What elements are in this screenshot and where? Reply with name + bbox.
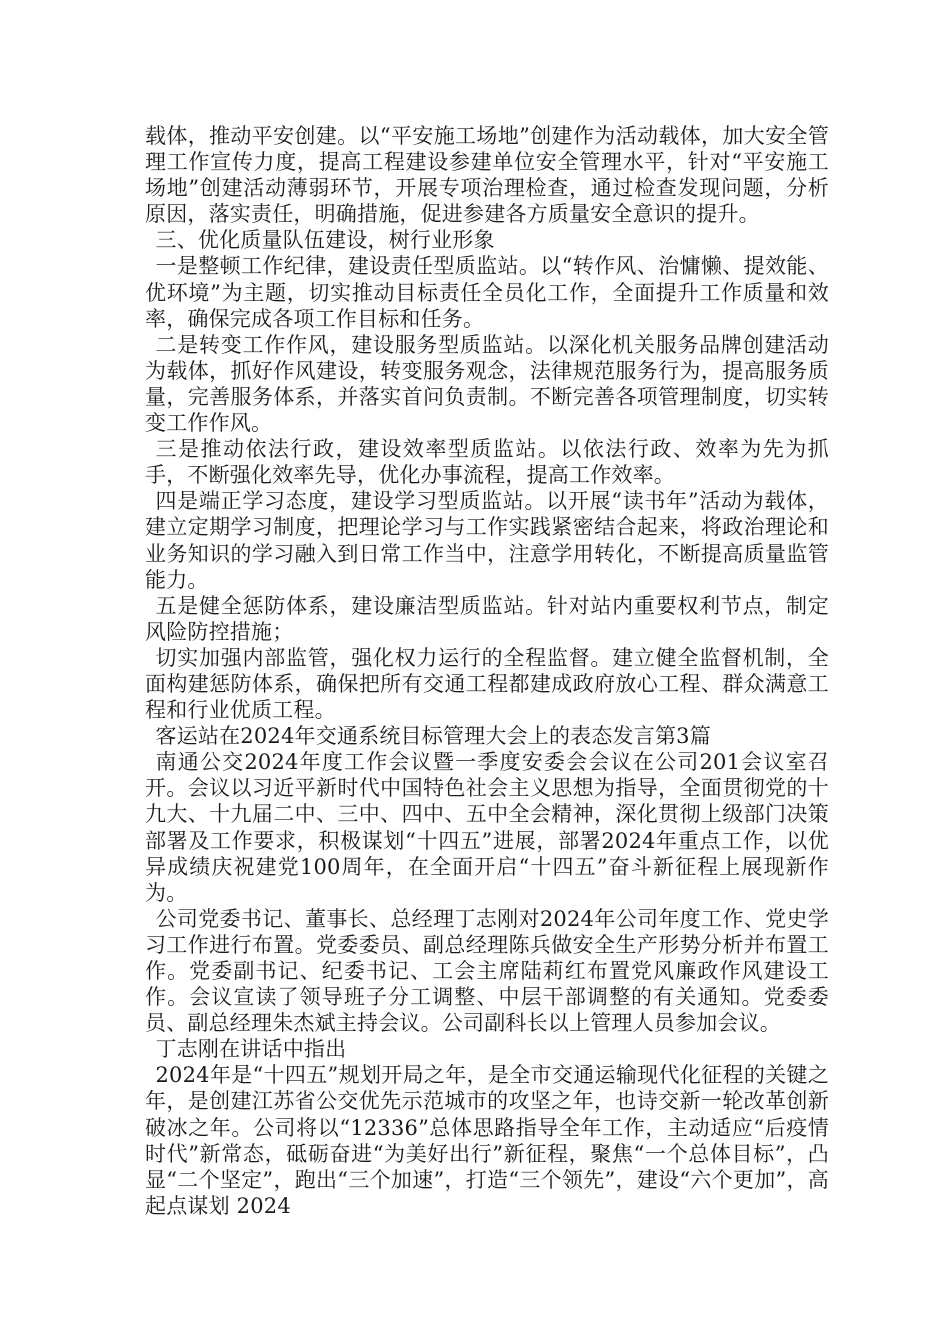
paragraph-meeting-overview: 南通公交2024年度工作会议暨一季度安委会会议在公司201会议室召开。会议以习近平新时代中国特色社会主义思想为指导，全面贯彻党的十九大、十九届二中、三中、四中、五中全会精神，深化贯彻上级部门决策部署及工作要求，积极谋划“十四五”进展，部署2024年重点工作，以优异成绩庆祝建党100周年，在全面开启“十四五”奋斗新征程上展现新作为。 (145, 750, 829, 905)
paragraph-learning-station: 四是端正学习态度，建设学习型质监站。以开展“读书年”活动为载体，建立定期学习制度，把理论学习与工作实践紧密结合起来，将政治理论和业务知识的学习融入到日常工作当中，注意学用转化，不断提高质量监管能力。 (145, 489, 829, 592)
paragraph-efficiency-station: 三是推动依法行政，建设效率型质监站。以依法行政、效率为先为抓手，不断强化效率先导，优化办事流程，提高工作效率。 (145, 437, 829, 488)
document-body (145, 123, 829, 1219)
paragraph-responsibility-station: 一是整顿工作纪律，建设责任型质监站。以“转作风、治慵懒、提效能、优环境”为主题，切实推动目标责任全员化工作，全面提升工作质量和效率，确保完成各项工作目标和任务。 (145, 254, 829, 331)
paragraph-service-station: 二是转变工作作风，建设服务型质监站。以深化机关服务品牌创建活动为载体，抓好作风建设，转变服务观念，法律规范服务行为，提高服务质量，完善服务体系，并落实首问负责制。不断完善各项管理制度，切实转变工作作风。 (145, 332, 829, 436)
speech-intro-line: 丁志刚在讲话中指出 (155, 1037, 347, 1062)
paragraph-safety-carrier: 载体，推动平安创建。以“平安施工场地”创建作为活动载体，加大安全管理工作宣传力度，提高工程建设参建单位安全管理水平，针对“平安施工场地”创建活动薄弱环节，开展专项治理检查，通过检查发现问题，分析原因，落实责任，明确措施，促进参建各方质量安全意识的提升。 (145, 124, 829, 227)
paragraph-speech-content: 2024年是“十四五”规划开局之年，是全市交通运输现代化征程的关键之年，是创建江苏省公交优先示范城市的攻坚之年，也诗交新一轮改革创新破冰之年。公司将以“12336”总体思路指导全年工作，主动适应“后疫情时代”新常态，砥砺奋进“为美好出行”新征程，聚焦“一个总体目标”，凸显“二个坚定”，跑出“三个加速”，打造“三个领先”，建设“六个更加”，高起点谋划 2024 (145, 1063, 829, 1218)
paragraph-meeting-arrangements: 公司党委书记、董事长、总经理丁志刚对2024年公司年度工作、党史学习工作进行布置。党委委员、副总经理陈兵做安全生产形势分析并布置工作。党委副书记、纪委书记、工会主席陆莉红布置党风廉政作风建设工作。会议宣读了领导班子分工调整、中层干部调整的有关通知。党委委员、副总经理朱杰斌主持会议。公司副科长以上管理人员参加会议。 (145, 906, 829, 1036)
article-title-part-3: 客运站在2024年交通系统目标管理大会上的表态发言第3篇 (155, 724, 711, 749)
paragraph-internal-supervision: 切实加强内部监管，强化权力运行的全程监督。建立健全监督机制，全面构建惩防体系，确保把所有交通工程都建成政府放心工程、群众满意工程和行业优质工程。 (145, 645, 829, 723)
section-heading-team-building: 三、优化质量队伍建设，树行业形象 (155, 228, 495, 253)
paragraph-integrity-station: 五是健全惩防体系，建设廉洁型质监站。针对站内重要权利节点，制定风险防控措施； (145, 593, 829, 644)
